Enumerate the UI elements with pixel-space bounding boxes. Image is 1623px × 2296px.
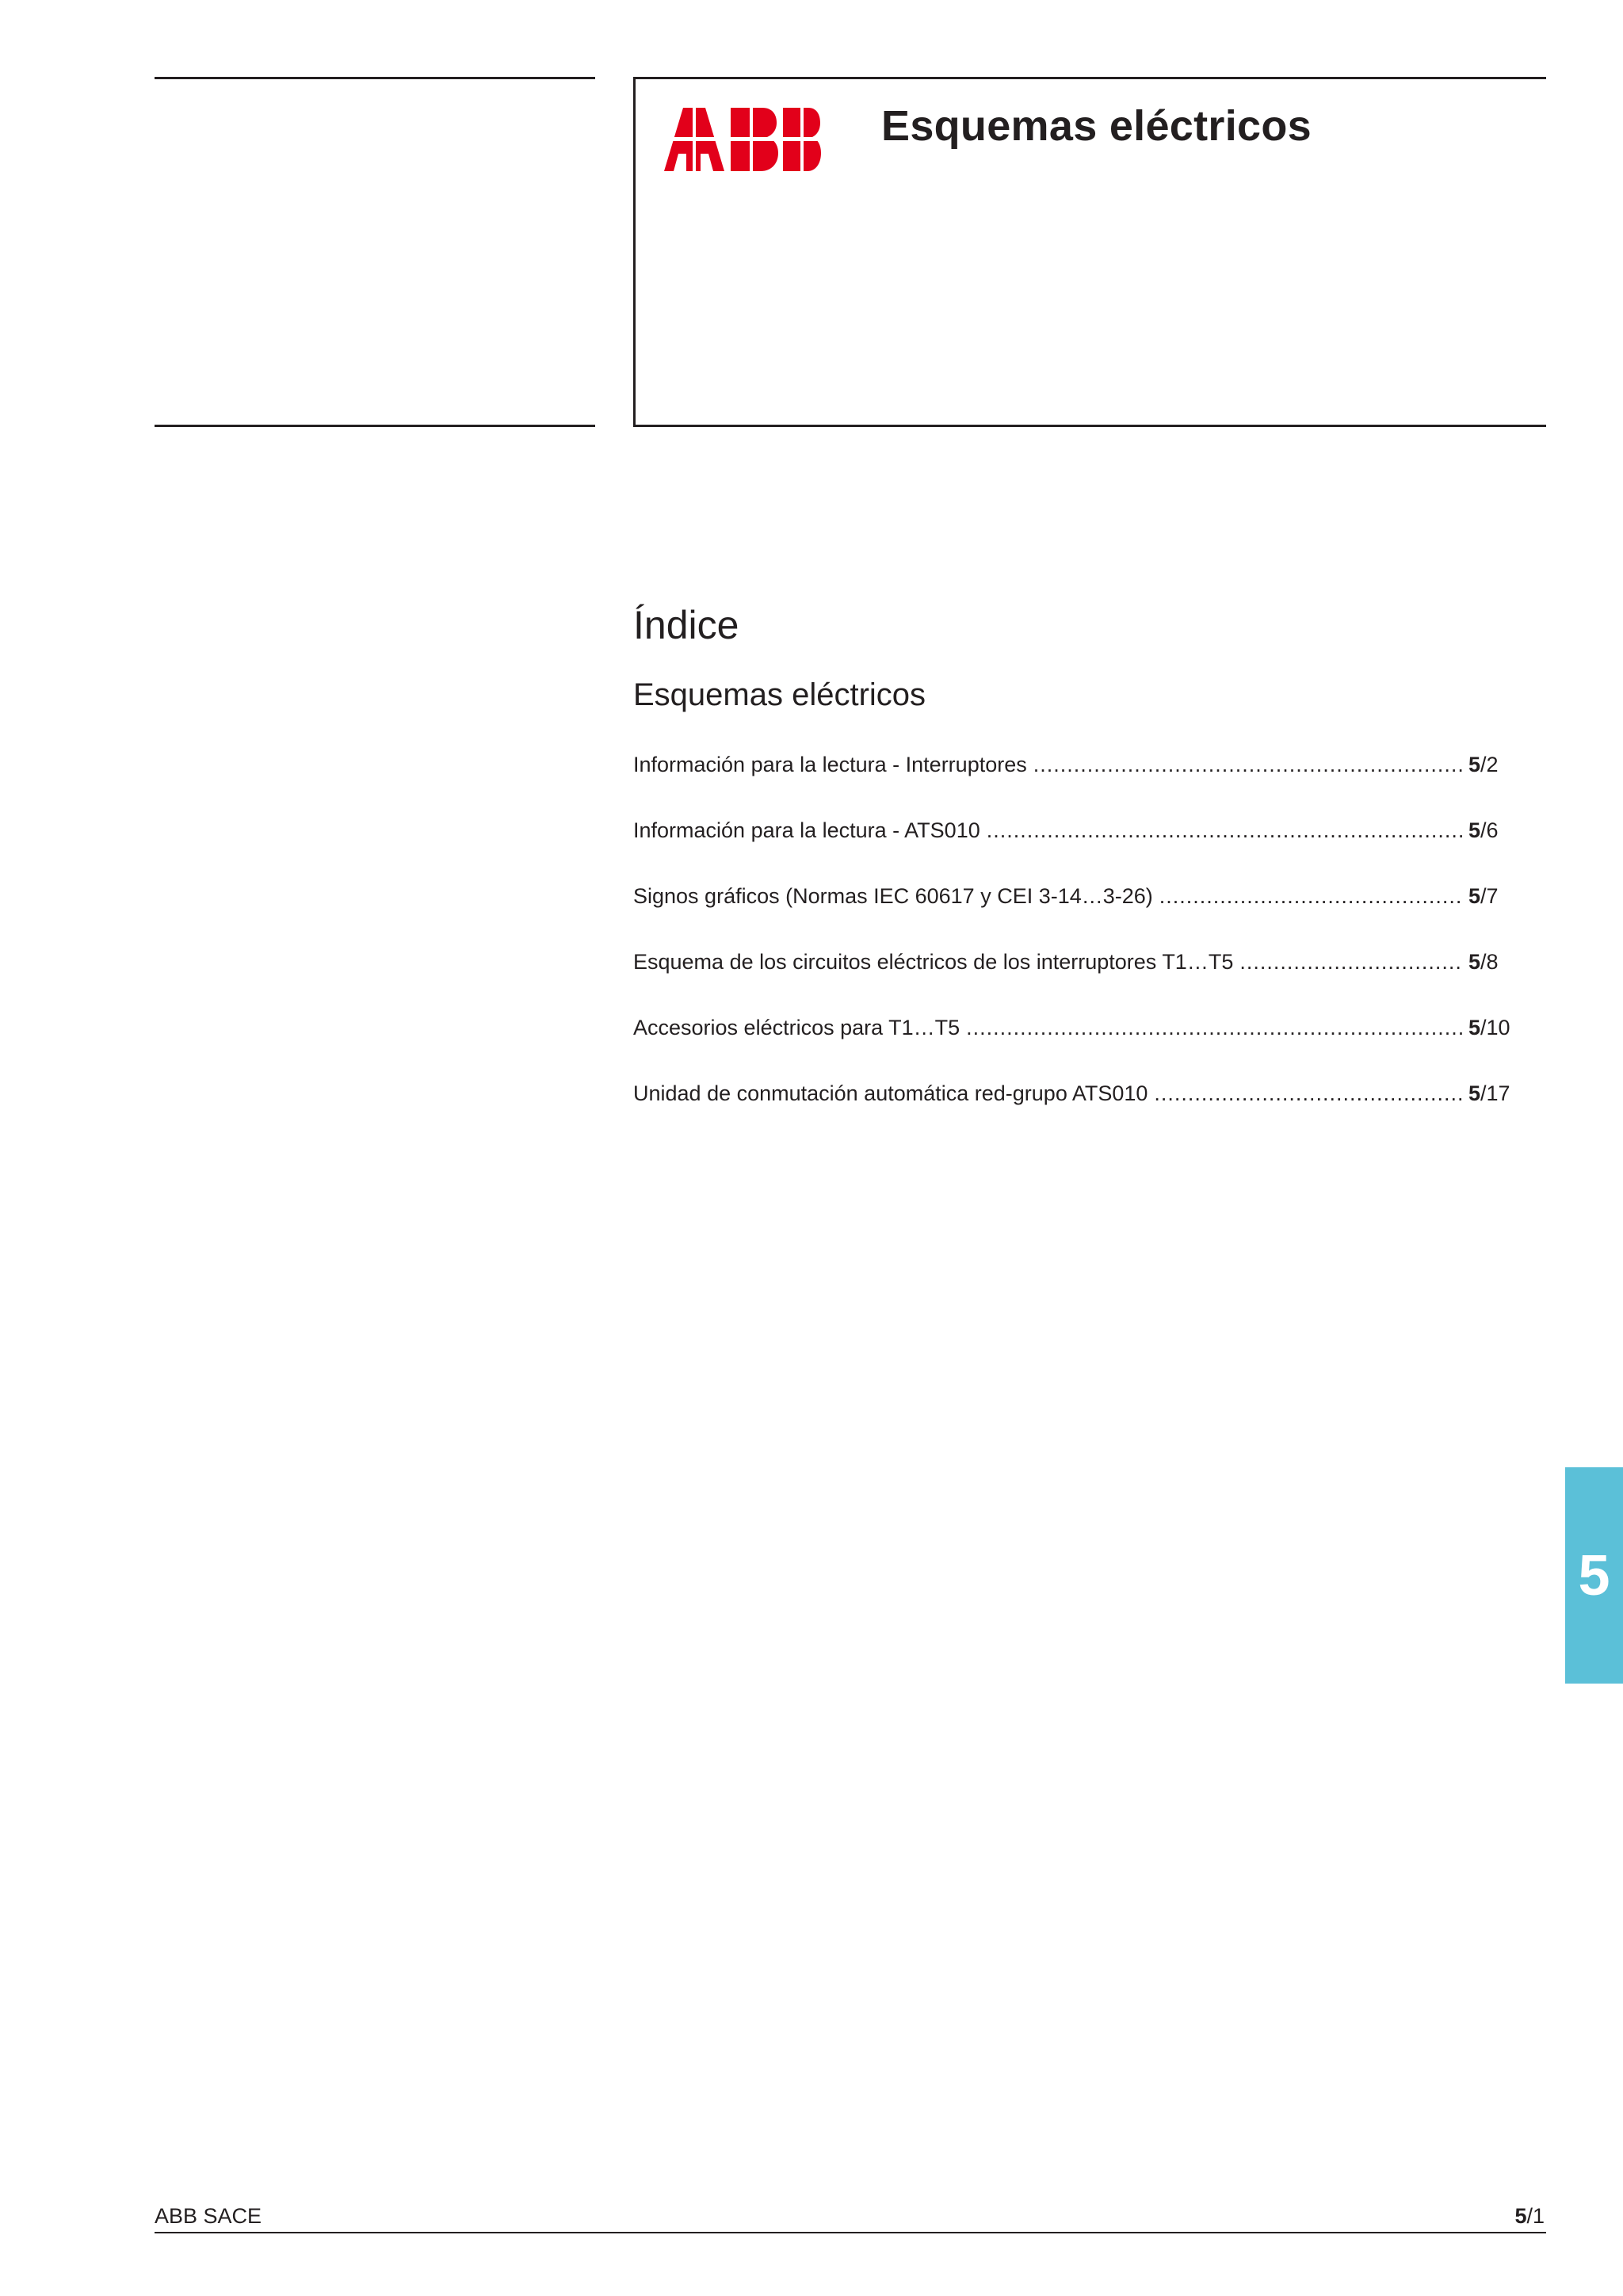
toc-entry-label: Información para la lectura - ATS010 xyxy=(633,818,980,842)
toc-entry-page: 5/2 xyxy=(1468,753,1499,776)
toc-entry-label: Información para la lectura - Interruptores xyxy=(633,753,1027,776)
footer-rule xyxy=(155,2232,1546,2233)
chapter-tab-number: 5 xyxy=(1578,1543,1610,1608)
toc-entry-label: Esquema de los circuitos eléctricos de los interruptores T1…T5 xyxy=(633,950,1234,974)
toc-entry[interactable] xyxy=(633,753,1545,818)
toc-entry-label: Unidad de conmutación automática red-grupo ATS010 xyxy=(633,1081,1148,1105)
toc-entry-label: Accesorios eléctricos para T1…T5 xyxy=(633,1016,960,1039)
section-heading: Esquemas eléctricos xyxy=(633,677,926,712)
toc-entry-page: 5/6 xyxy=(1468,818,1499,842)
toc-leader-dots xyxy=(987,818,1462,843)
table-of-contents xyxy=(633,753,1545,1147)
toc-leader-dots xyxy=(1154,1081,1462,1106)
header-left-bottom-rule xyxy=(155,425,595,427)
footer-company: ABB SACE xyxy=(155,2204,262,2228)
toc-entry[interactable] xyxy=(633,818,1545,884)
header-right-left-rule xyxy=(633,77,636,427)
chapter-tab[interactable] xyxy=(1565,1467,1623,1684)
toc-leader-dots xyxy=(1239,950,1462,974)
toc-leader-dots xyxy=(1159,884,1462,909)
toc-entry-page: 5/10 xyxy=(1468,1016,1510,1039)
abb-logo xyxy=(664,108,821,171)
toc-leader-dots xyxy=(1033,753,1462,777)
header-title: Esquemas eléctricos xyxy=(881,102,1312,150)
toc-leader-dots xyxy=(966,1016,1462,1040)
toc-entry[interactable] xyxy=(633,1016,1545,1081)
header-right-bottom-rule xyxy=(633,425,1546,427)
footer-page-number: 5/1 xyxy=(1514,2204,1545,2228)
toc-entry-page: 5/7 xyxy=(1468,884,1499,908)
toc-entry[interactable] xyxy=(633,1081,1545,1147)
toc-entry-label: Signos gráficos (Normas IEC 60617 y CEI 3-14…3-26) xyxy=(633,884,1153,908)
toc-entry[interactable] xyxy=(633,884,1545,950)
header-right-top-rule xyxy=(633,77,1546,79)
toc-entry[interactable] xyxy=(633,950,1545,1016)
index-heading: Índice xyxy=(633,603,739,647)
toc-entry-page: 5/8 xyxy=(1468,950,1499,974)
toc-entry-page: 5/17 xyxy=(1468,1081,1510,1105)
header-left-top-rule xyxy=(155,77,595,79)
